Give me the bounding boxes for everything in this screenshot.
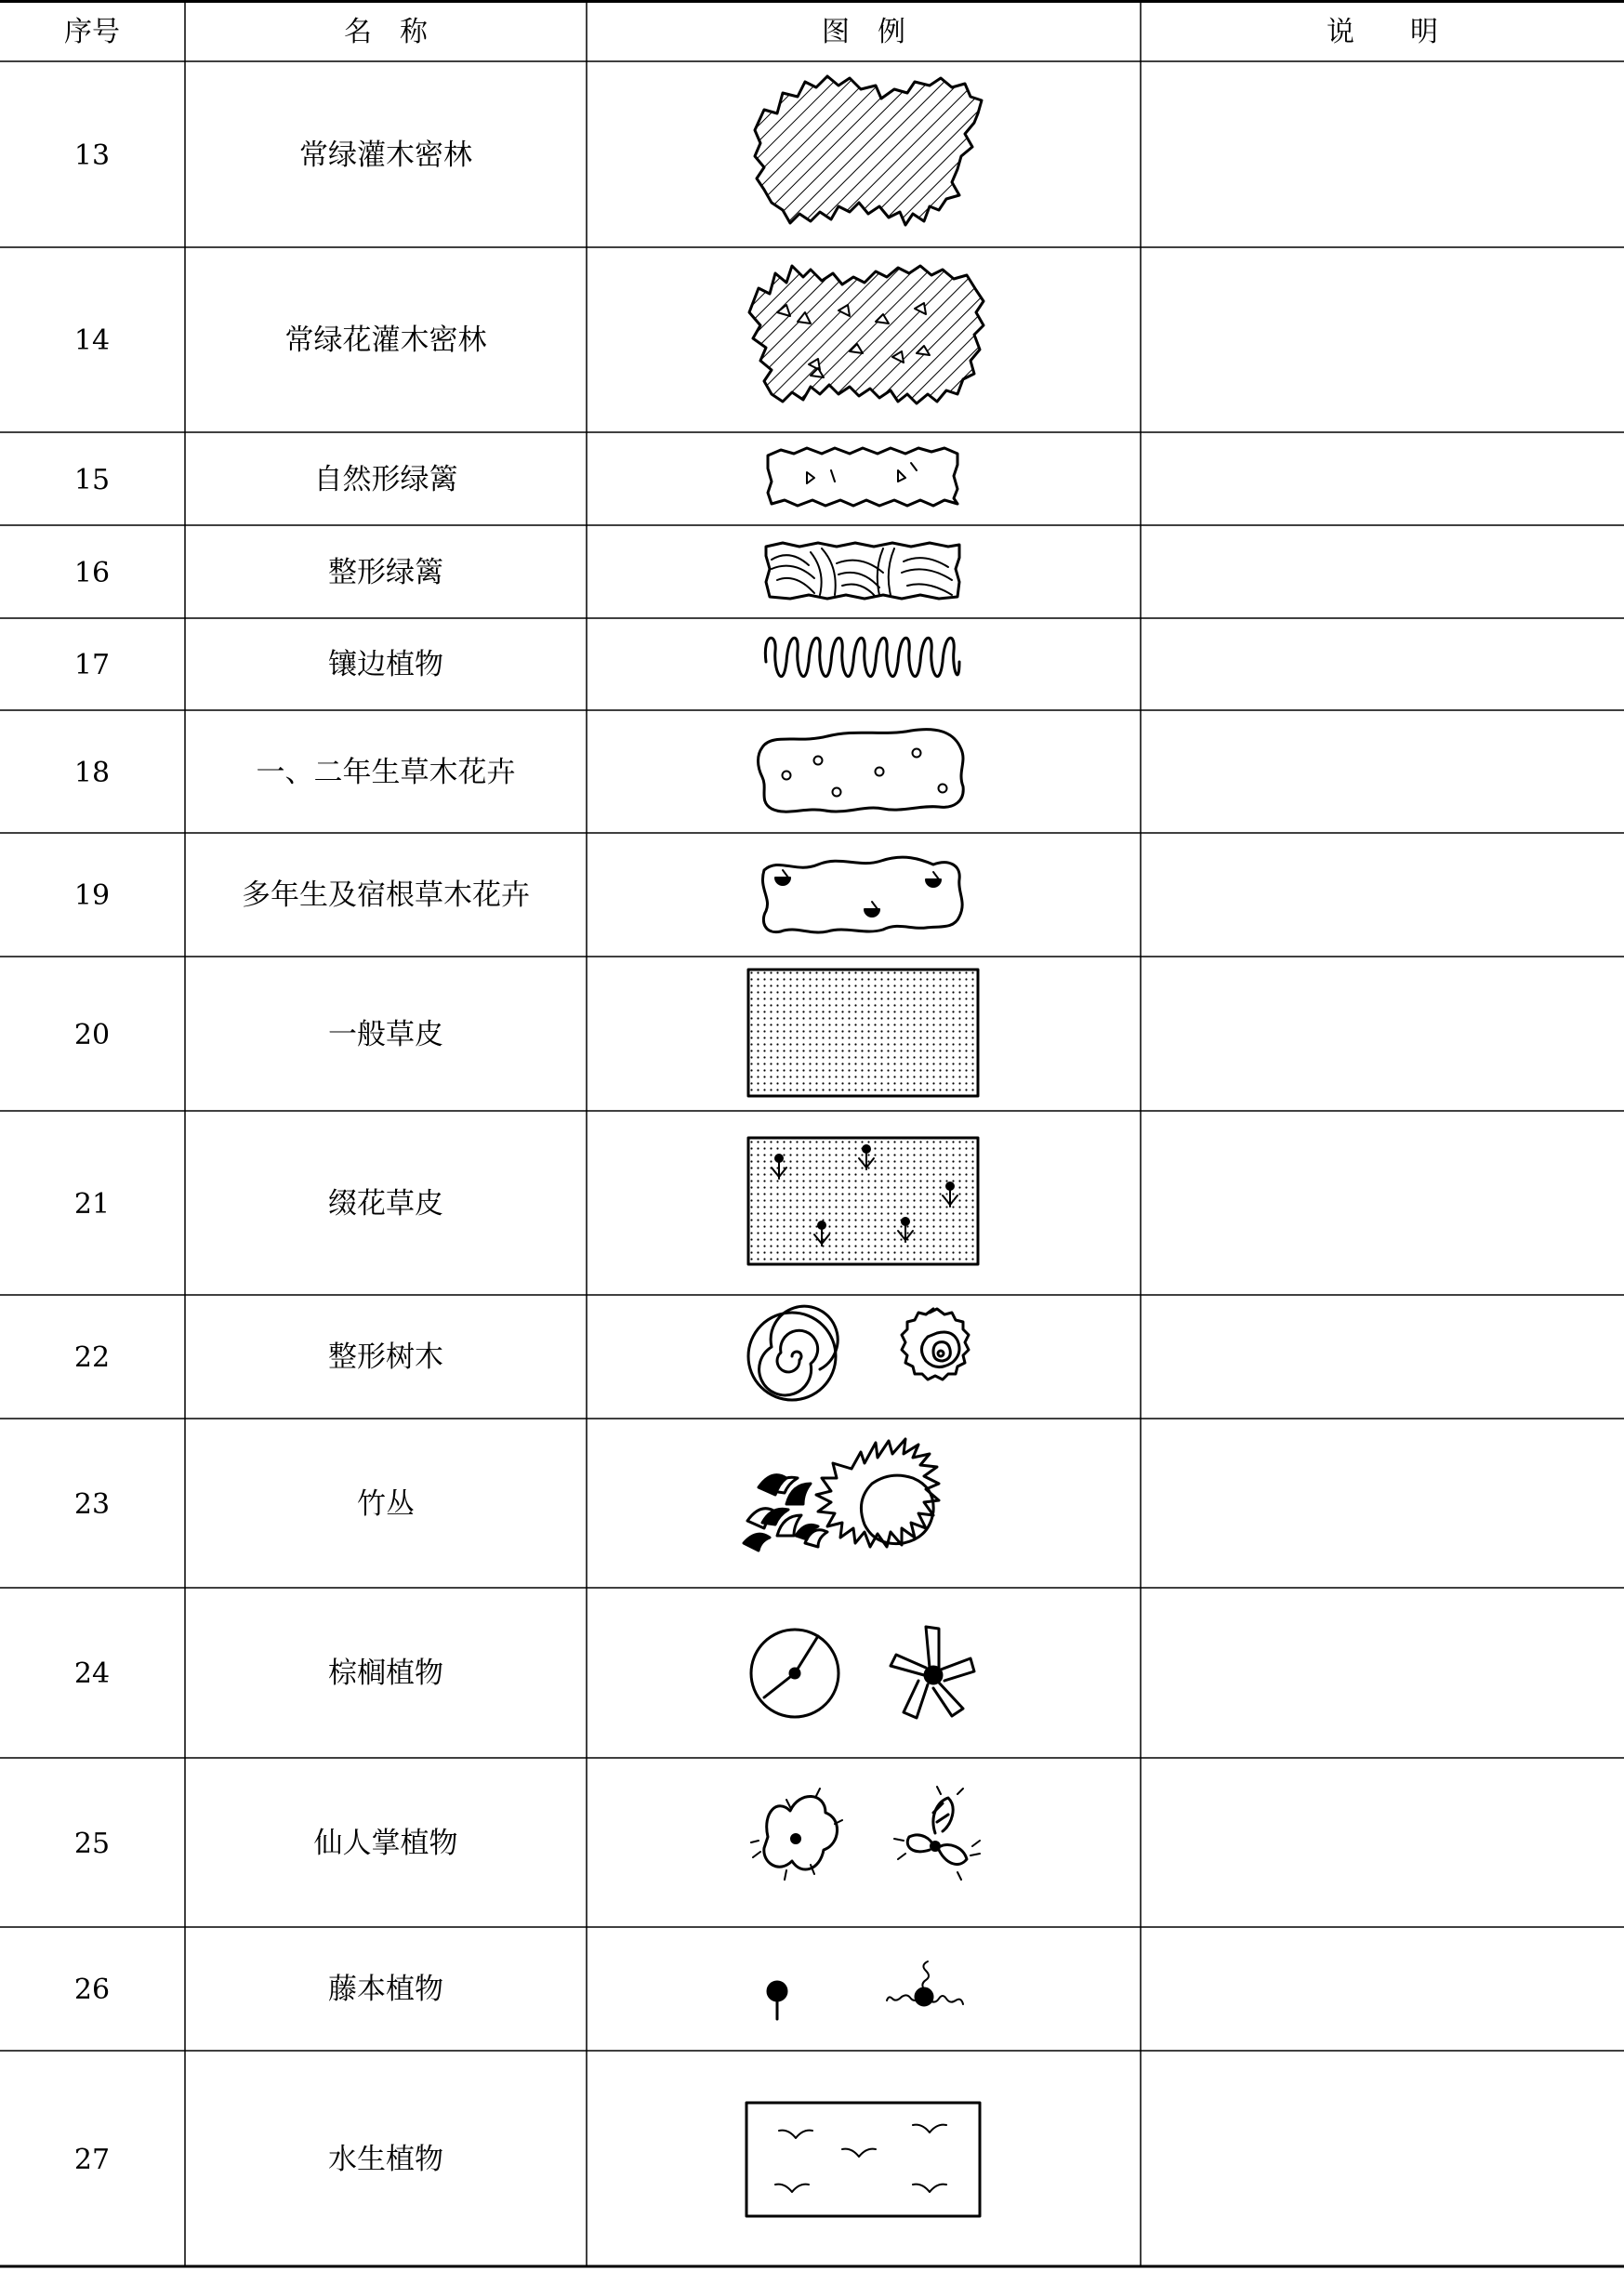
bamboo-clump-icon bbox=[744, 1439, 939, 1551]
row-index: 26 bbox=[73, 1974, 111, 2006]
row-index: 14 bbox=[73, 324, 111, 357]
index-column bbox=[74, 139, 110, 2176]
palm-plant-icon bbox=[751, 1627, 974, 1718]
dense-evergreen-flowering-shrub-hatched-icon bbox=[749, 266, 984, 403]
lawn-dotted-icon bbox=[748, 970, 978, 1096]
row-name: 水生植物 bbox=[328, 2143, 443, 2176]
header-name: 名 称 bbox=[344, 16, 428, 48]
row-index: 17 bbox=[73, 649, 111, 681]
cactus-plant-icon bbox=[751, 1787, 980, 1880]
legend-column bbox=[744, 76, 984, 2216]
row-index: 15 bbox=[73, 464, 111, 496]
row-name: 棕榈植物 bbox=[328, 1657, 443, 1690]
row-name: 整形树木 bbox=[328, 1340, 443, 1374]
row-index: 16 bbox=[73, 557, 111, 589]
perennial-flower-bed-icon bbox=[762, 857, 962, 932]
row-name: 缀花草皮 bbox=[328, 1187, 443, 1221]
row-name: 一、二年生草木花卉 bbox=[256, 756, 516, 789]
flowering-lawn-icon bbox=[748, 1138, 978, 1264]
topiary-tree-icon bbox=[748, 1306, 969, 1400]
row-index: 13 bbox=[73, 139, 111, 172]
row-name: 多年生及宿根草木花卉 bbox=[242, 878, 530, 912]
row-index: 20 bbox=[73, 1019, 111, 1051]
row-index: 21 bbox=[73, 1188, 111, 1221]
row-name: 常绿灌木密林 bbox=[299, 139, 472, 172]
header-index: 序号 bbox=[64, 16, 120, 48]
row-index: 25 bbox=[73, 1828, 111, 1860]
row-name: 整形绿篱 bbox=[328, 556, 443, 589]
row-name: 自然形绿篱 bbox=[313, 463, 458, 496]
row-index: 23 bbox=[73, 1488, 111, 1521]
row-name: 藤本植物 bbox=[328, 1973, 443, 2006]
row-name: 仙人掌植物 bbox=[313, 1827, 458, 1860]
edging-plant-wave-icon bbox=[765, 638, 959, 676]
row-name: 一般草皮 bbox=[328, 1018, 443, 1051]
clipped-hedge-icon bbox=[766, 543, 959, 599]
header-note: 说 明 bbox=[1327, 16, 1438, 48]
row-index: 19 bbox=[73, 879, 111, 912]
dense-evergreen-shrub-hatched-icon bbox=[755, 76, 982, 225]
row-index: 27 bbox=[73, 2144, 111, 2176]
row-name: 常绿花灌木密林 bbox=[284, 323, 487, 357]
row-index: 22 bbox=[73, 1341, 111, 1374]
vine-plant-icon bbox=[768, 1961, 963, 2019]
annual-biennial-flower-bed-icon bbox=[759, 730, 964, 812]
row-name: 竹丛 bbox=[357, 1487, 415, 1521]
row-index: 18 bbox=[73, 757, 111, 789]
header-legend: 图 例 bbox=[822, 16, 905, 48]
aquatic-plant-icon bbox=[746, 2103, 980, 2216]
name-column bbox=[242, 139, 530, 2176]
row-name: 镶边植物 bbox=[328, 648, 443, 681]
row-index: 24 bbox=[73, 1657, 111, 1690]
natural-hedge-icon bbox=[768, 448, 957, 506]
table-header bbox=[64, 16, 1438, 48]
